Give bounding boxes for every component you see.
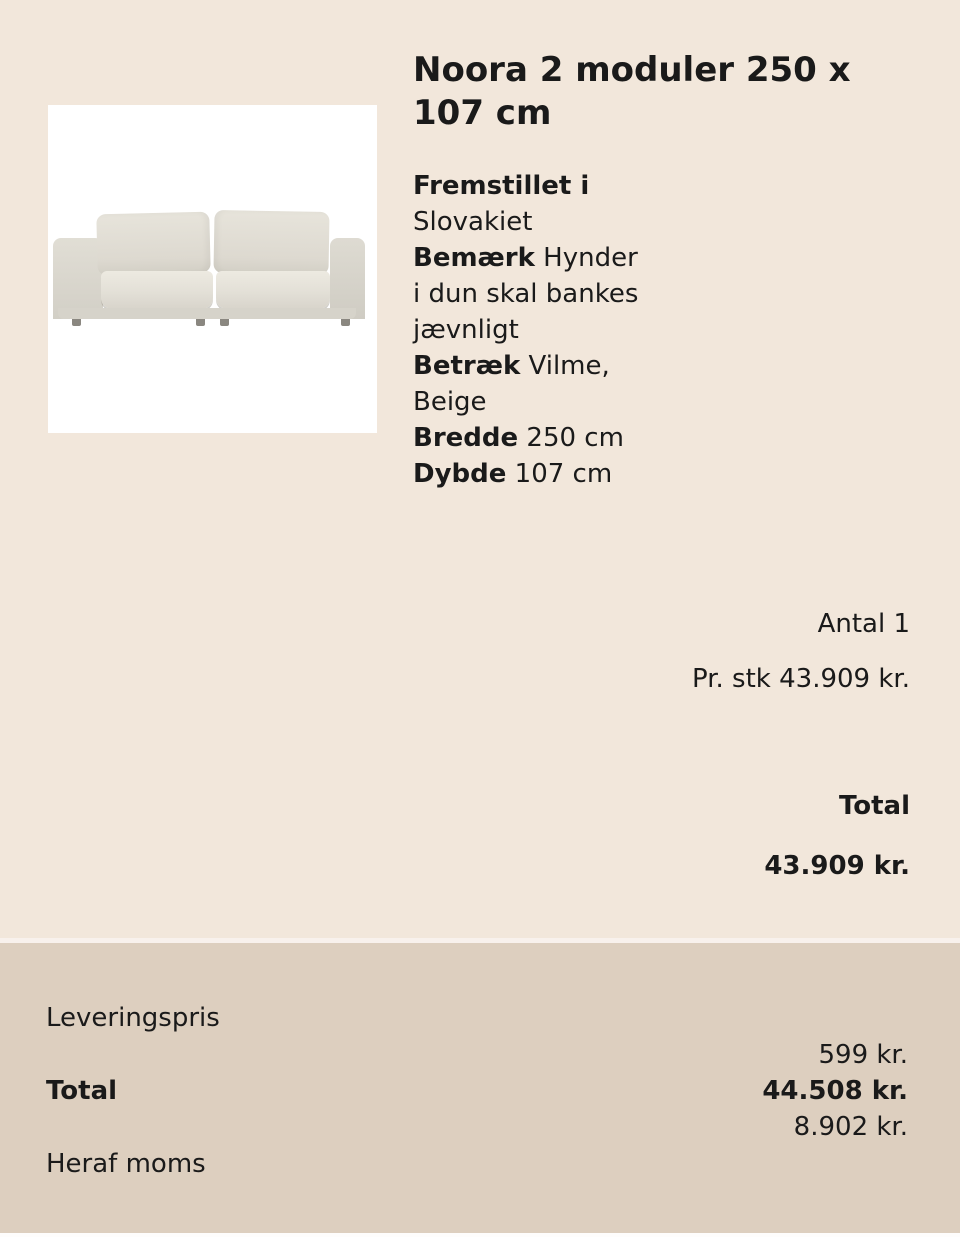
product-detail-line bbox=[413, 276, 910, 312]
sofa-right-armrest bbox=[330, 238, 365, 319]
item-total-value: 43.909 kr. bbox=[764, 851, 910, 881]
item-total-label: Total bbox=[838, 791, 910, 821]
product-detail-line bbox=[413, 168, 910, 204]
unit-price-row bbox=[413, 661, 910, 697]
product-title: Noora 2 moduler 250 x 107 cm bbox=[413, 50, 851, 133]
product-details bbox=[413, 168, 910, 492]
product-image bbox=[48, 105, 377, 433]
quantity-row bbox=[413, 606, 910, 642]
product-detail-line bbox=[413, 204, 910, 240]
product-detail-line bbox=[413, 312, 910, 348]
order-summary-section bbox=[0, 943, 960, 1233]
sofa-back-cushion-right bbox=[213, 210, 329, 275]
summary-total-label: Total bbox=[46, 1076, 118, 1106]
product-detail-line bbox=[413, 384, 910, 420]
detail-label: Bredde bbox=[413, 423, 519, 453]
sofa-seat-cushion-right bbox=[216, 271, 330, 309]
sofa-illustration bbox=[48, 105, 377, 433]
detail-value: 107 cm bbox=[514, 459, 613, 489]
detail-label: Fremstillet i bbox=[413, 171, 590, 201]
detail-value: Hynder bbox=[543, 243, 638, 273]
delivery-price-value: 599 kr. bbox=[818, 1040, 908, 1070]
detail-value: 250 cm bbox=[526, 423, 624, 453]
vat-value: 8.902 kr. bbox=[793, 1112, 908, 1142]
vat-label: Heraf moms bbox=[46, 1149, 206, 1179]
sofa-back-cushion-left bbox=[96, 212, 210, 276]
quantity-value: 1 bbox=[893, 609, 910, 639]
detail-value: Slovakiet bbox=[413, 207, 533, 237]
product-detail-line bbox=[413, 348, 910, 384]
bottom-strip bbox=[0, 1233, 960, 1237]
detail-label: Dybde bbox=[413, 459, 507, 489]
sofa-foot bbox=[341, 319, 350, 326]
summary-values-column bbox=[762, 1037, 908, 1145]
product-detail-line bbox=[413, 420, 910, 456]
sofa-base bbox=[58, 308, 356, 319]
sofa-left-armrest bbox=[53, 238, 103, 319]
unit-price-label: Pr. stk bbox=[692, 664, 771, 694]
detail-value: jævnligt bbox=[413, 315, 519, 345]
quantity-label: Antal bbox=[817, 609, 886, 639]
summary-labels-column bbox=[46, 1000, 220, 1182]
product-info-column bbox=[413, 0, 910, 884]
product-detail-line bbox=[413, 456, 910, 492]
sofa-seat-cushion-left bbox=[101, 271, 213, 309]
sofa-foot bbox=[196, 319, 205, 326]
detail-value: Vilme, bbox=[528, 351, 610, 381]
sofa-foot bbox=[220, 319, 229, 326]
detail-value: i dun skal bankes bbox=[413, 279, 639, 309]
detail-value: Beige bbox=[413, 387, 487, 417]
detail-label: Bemærk bbox=[413, 243, 535, 273]
unit-price-value: 43.909 kr. bbox=[779, 664, 910, 694]
product-detail-line bbox=[413, 240, 910, 276]
delivery-price-label: Leveringspris bbox=[46, 1003, 220, 1033]
sofa-foot bbox=[72, 319, 81, 326]
detail-label: Betræk bbox=[413, 351, 521, 381]
summary-total-value: 44.508 kr. bbox=[762, 1076, 908, 1106]
